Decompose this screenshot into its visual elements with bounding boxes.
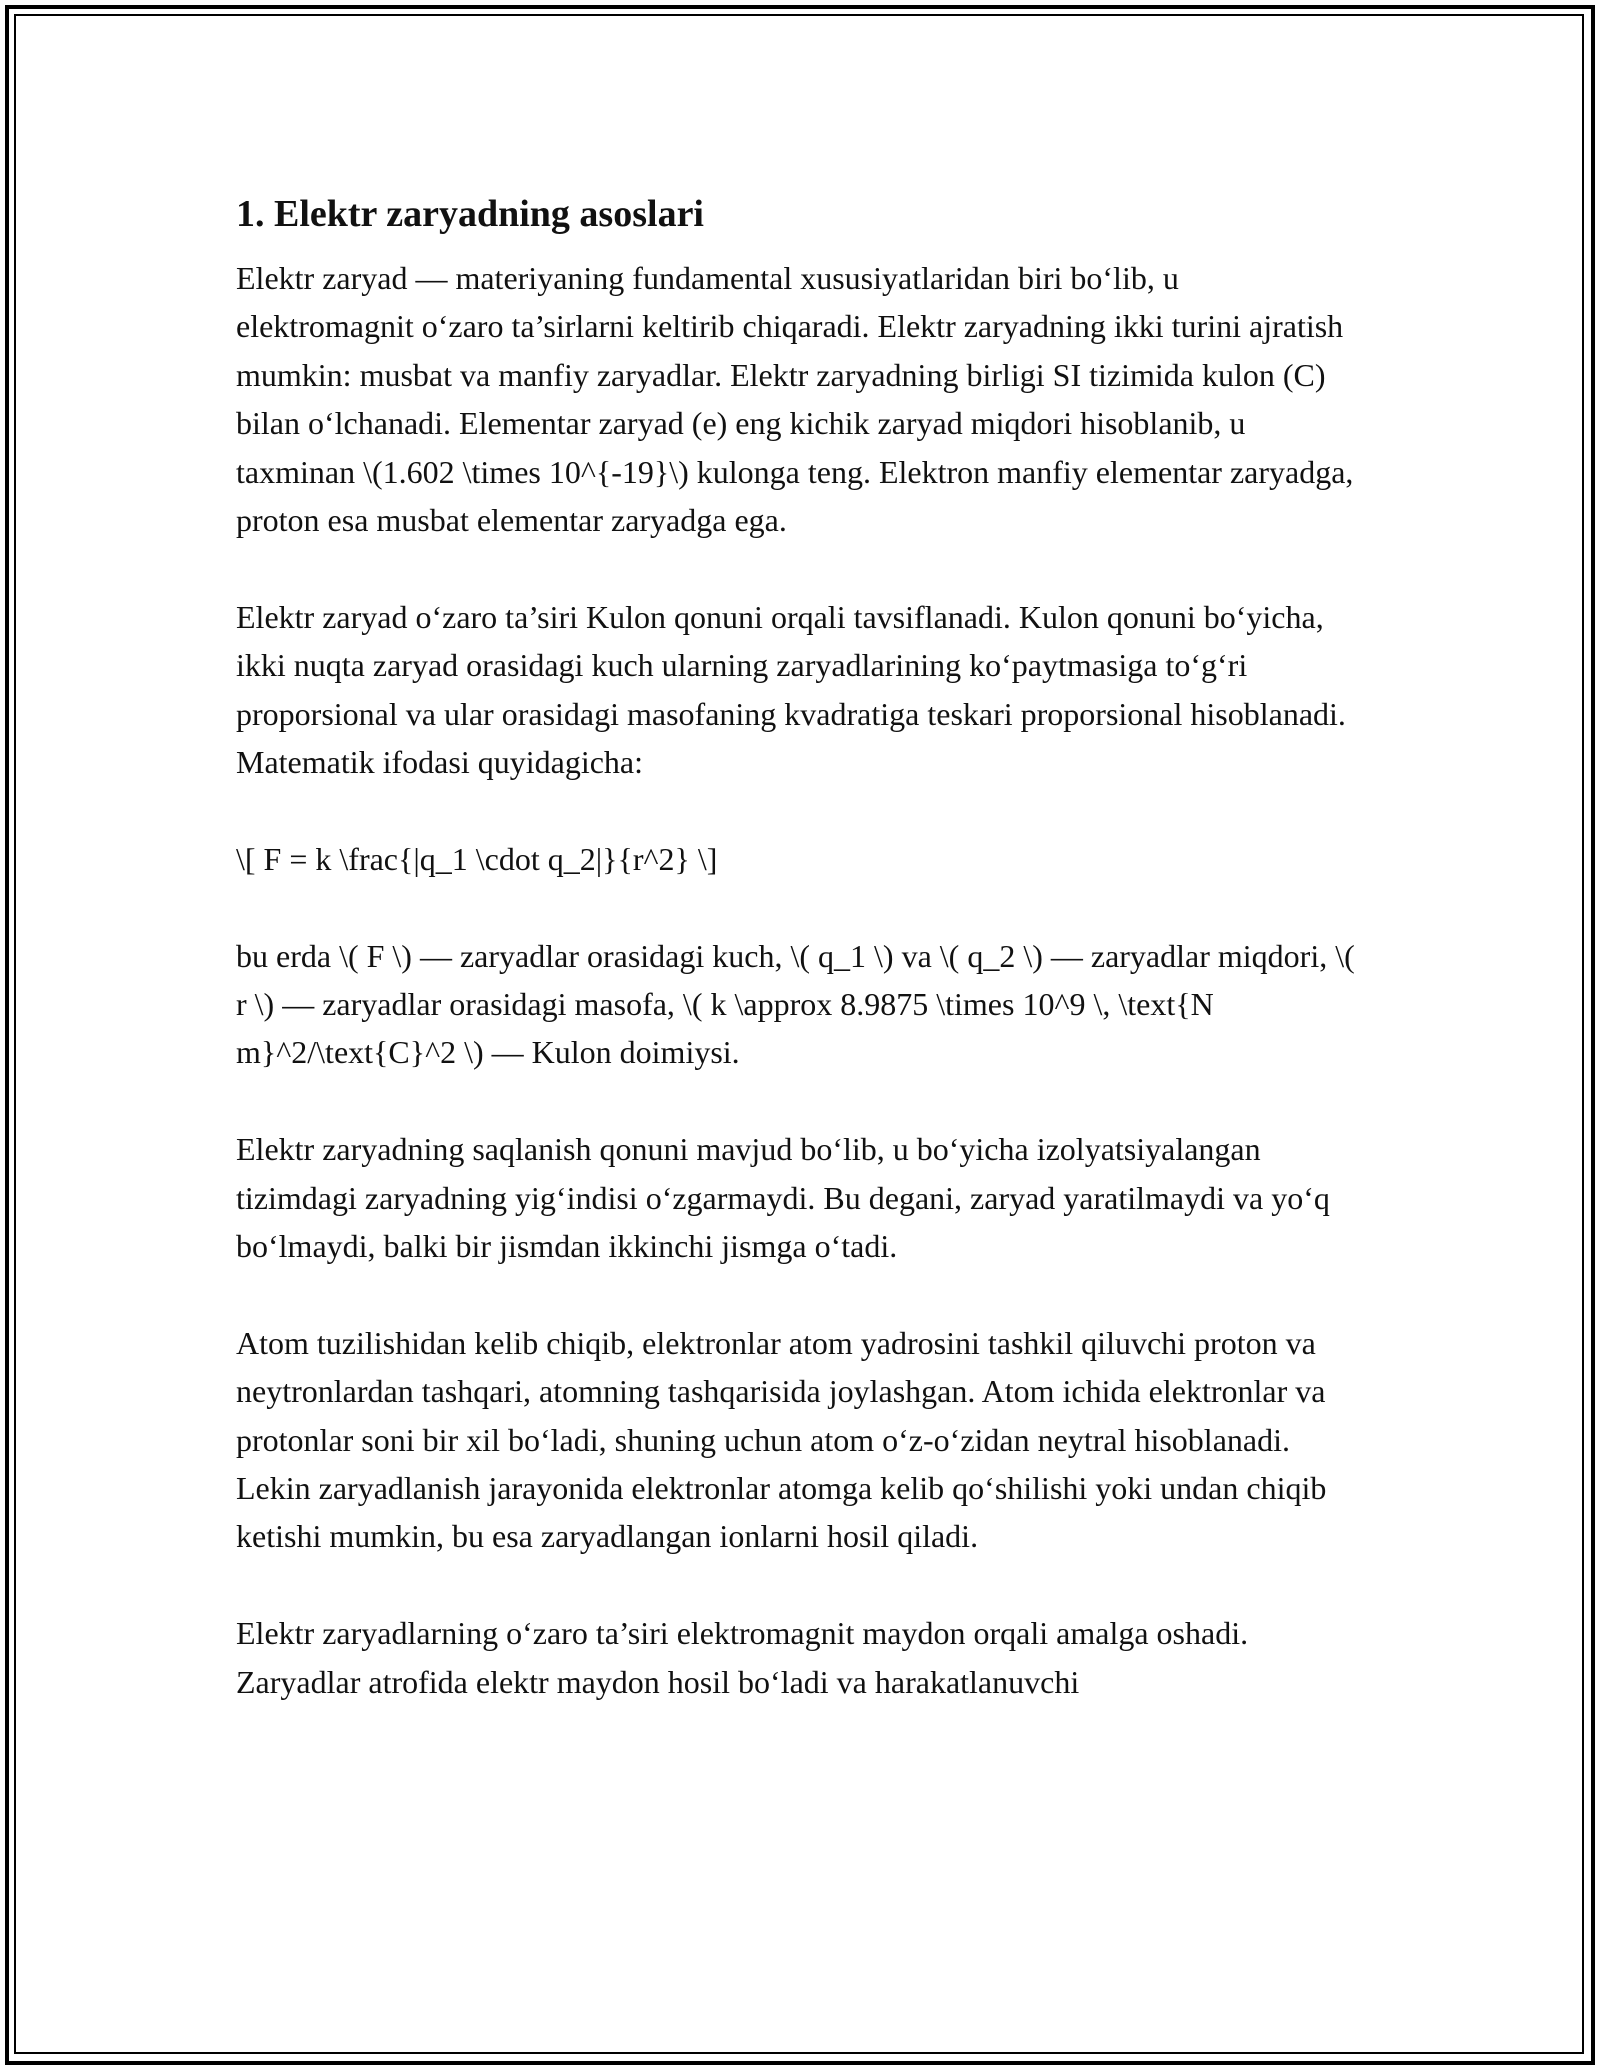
formula-coulomb-law: \[ F = k \frac{|q_1 \cdot q_2|}{r^2} \] [236, 840, 718, 877]
paragraph-formula-variables: bu erda \( F \) — zaryadlar orasidagi kuch, \( q_1 \) va \( q_2 \) — zaryadlar miqdori, \( r \) — zaryadlar orasidagi masofa, \( k \approx 8.9875 \times 10^9 \, \text{N m}^2/\text{C}^2 \) — Kulon doimiysi. [236, 937, 1355, 1071]
document-body [236, 186, 1356, 1706]
paragraph-atom-structure: Atom tuzilishidan kelib chiqib, elektronlar atom yadrosini tashkil qiluvchi proton va neytronlardan tashqari, atomning tashqarisida joylashgan. Atom ichida elektronlar va protonlar soni bir xil bo‘ladi, shuning uchun atom o‘z-o‘zidan neytral hisoblanadi. Lekin zaryadlanish jarayonida elektronlar atomga kelib qo‘shilishi yoki undan chiqib ketishi mumkin, bu esa zaryadlangan ionlarni hosil qiladi. [236, 1324, 1327, 1555]
paragraph-electric-charge-definition: Elektr zaryad — materiyaning fundamental xususiyatlaridan biri bo‘lib, u elektromagnit o‘zaro ta’sirlarni keltirib chiqaradi. Elektr zaryadning ikki turini ajratish mumkin: musbat va manfiy zaryadlar. Elektr zaryadning birligi SI tizimida kulon (C) bilan o‘lchanadi. Elementar zaryad (e) eng kichik zaryad miqdori hisoblanib, u taxminan \(1.602 \times 10^{-19}\) kulonga teng. Elektron manfiy elementar zaryadga, proton esa musbat elementar zaryadga ega. [236, 260, 1354, 539]
paragraph-charge-conservation: Elektr zaryadning saqlanish qonuni mavjud bo‘lib, u bo‘yicha izolyatsiyalangan tizimdagi zaryadning yig‘indisi o‘zgarmaydi. Bu degani, zaryad yaratilmaydi va yo‘q bo‘lmaydi, balki bir jismdan ikkinchi jismga o‘tadi. [236, 1131, 1330, 1265]
paragraph-coulomb-law: Elektr zaryad o‘zaro ta’siri Kulon qonuni orqali tavsiflanadi. Kulon qonuni bo‘yicha, ikki nuqta zaryad orasidagi kuch ularning zaryadlarining ko‘paytmasiga to‘g‘ri proporsional va ular orasidagi masofaning kvadratiga teskari proporsional hisoblanadi. Matematik ifodasi quyidagicha: [236, 598, 1346, 781]
section-heading: 1. Elektr zaryadning asoslari [236, 193, 704, 235]
paragraph-electromagnetic-field: Elektr zaryadlarning o‘zaro ta’siri elektromagnit maydon orqali amalga oshadi. Zaryadlar atrofida elektr maydon hosil bo‘ladi va harakatlanuvchi [236, 1615, 1249, 1700]
